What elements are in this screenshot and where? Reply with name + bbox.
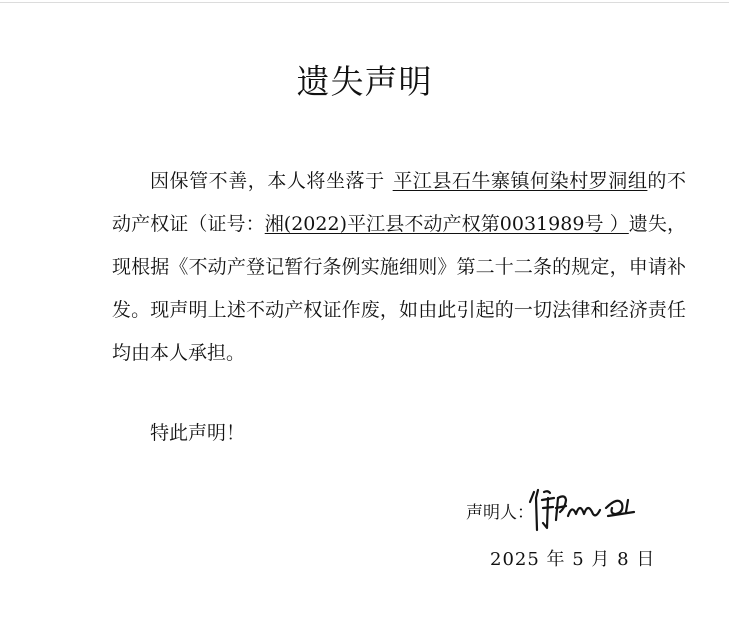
top-border-line <box>0 2 729 3</box>
statement-body <box>112 160 686 375</box>
property-address: 平江县石牛寨镇何染村罗洞组 <box>392 170 648 192</box>
signer-label: 声明人： <box>466 503 534 523</box>
closing-remark: 特此声明！ <box>150 422 246 444</box>
certificate-number: 湘(2022)平江县不动产权第0031989号 ） <box>264 213 629 235</box>
signer-block <box>466 486 666 536</box>
statement-tail: 遗失，现根据《不动产登记暂行条例实施细则》第二十二条的规定，申请补发。现声明上述不动产权证作废，如由此引起的一切法律和经济责任均由本人承担。 <box>112 213 686 364</box>
handwritten-signature <box>528 486 648 536</box>
document-title: 遗失声明 <box>296 62 433 101</box>
statement-lead: 因保管不善，本人将坐落于 <box>150 170 385 192</box>
statement-mid: 的不动产权证（证号： <box>112 170 686 235</box>
declaration-date: 2025 年 5 月 8 日 <box>490 549 656 570</box>
statement-paragraph <box>112 160 686 375</box>
